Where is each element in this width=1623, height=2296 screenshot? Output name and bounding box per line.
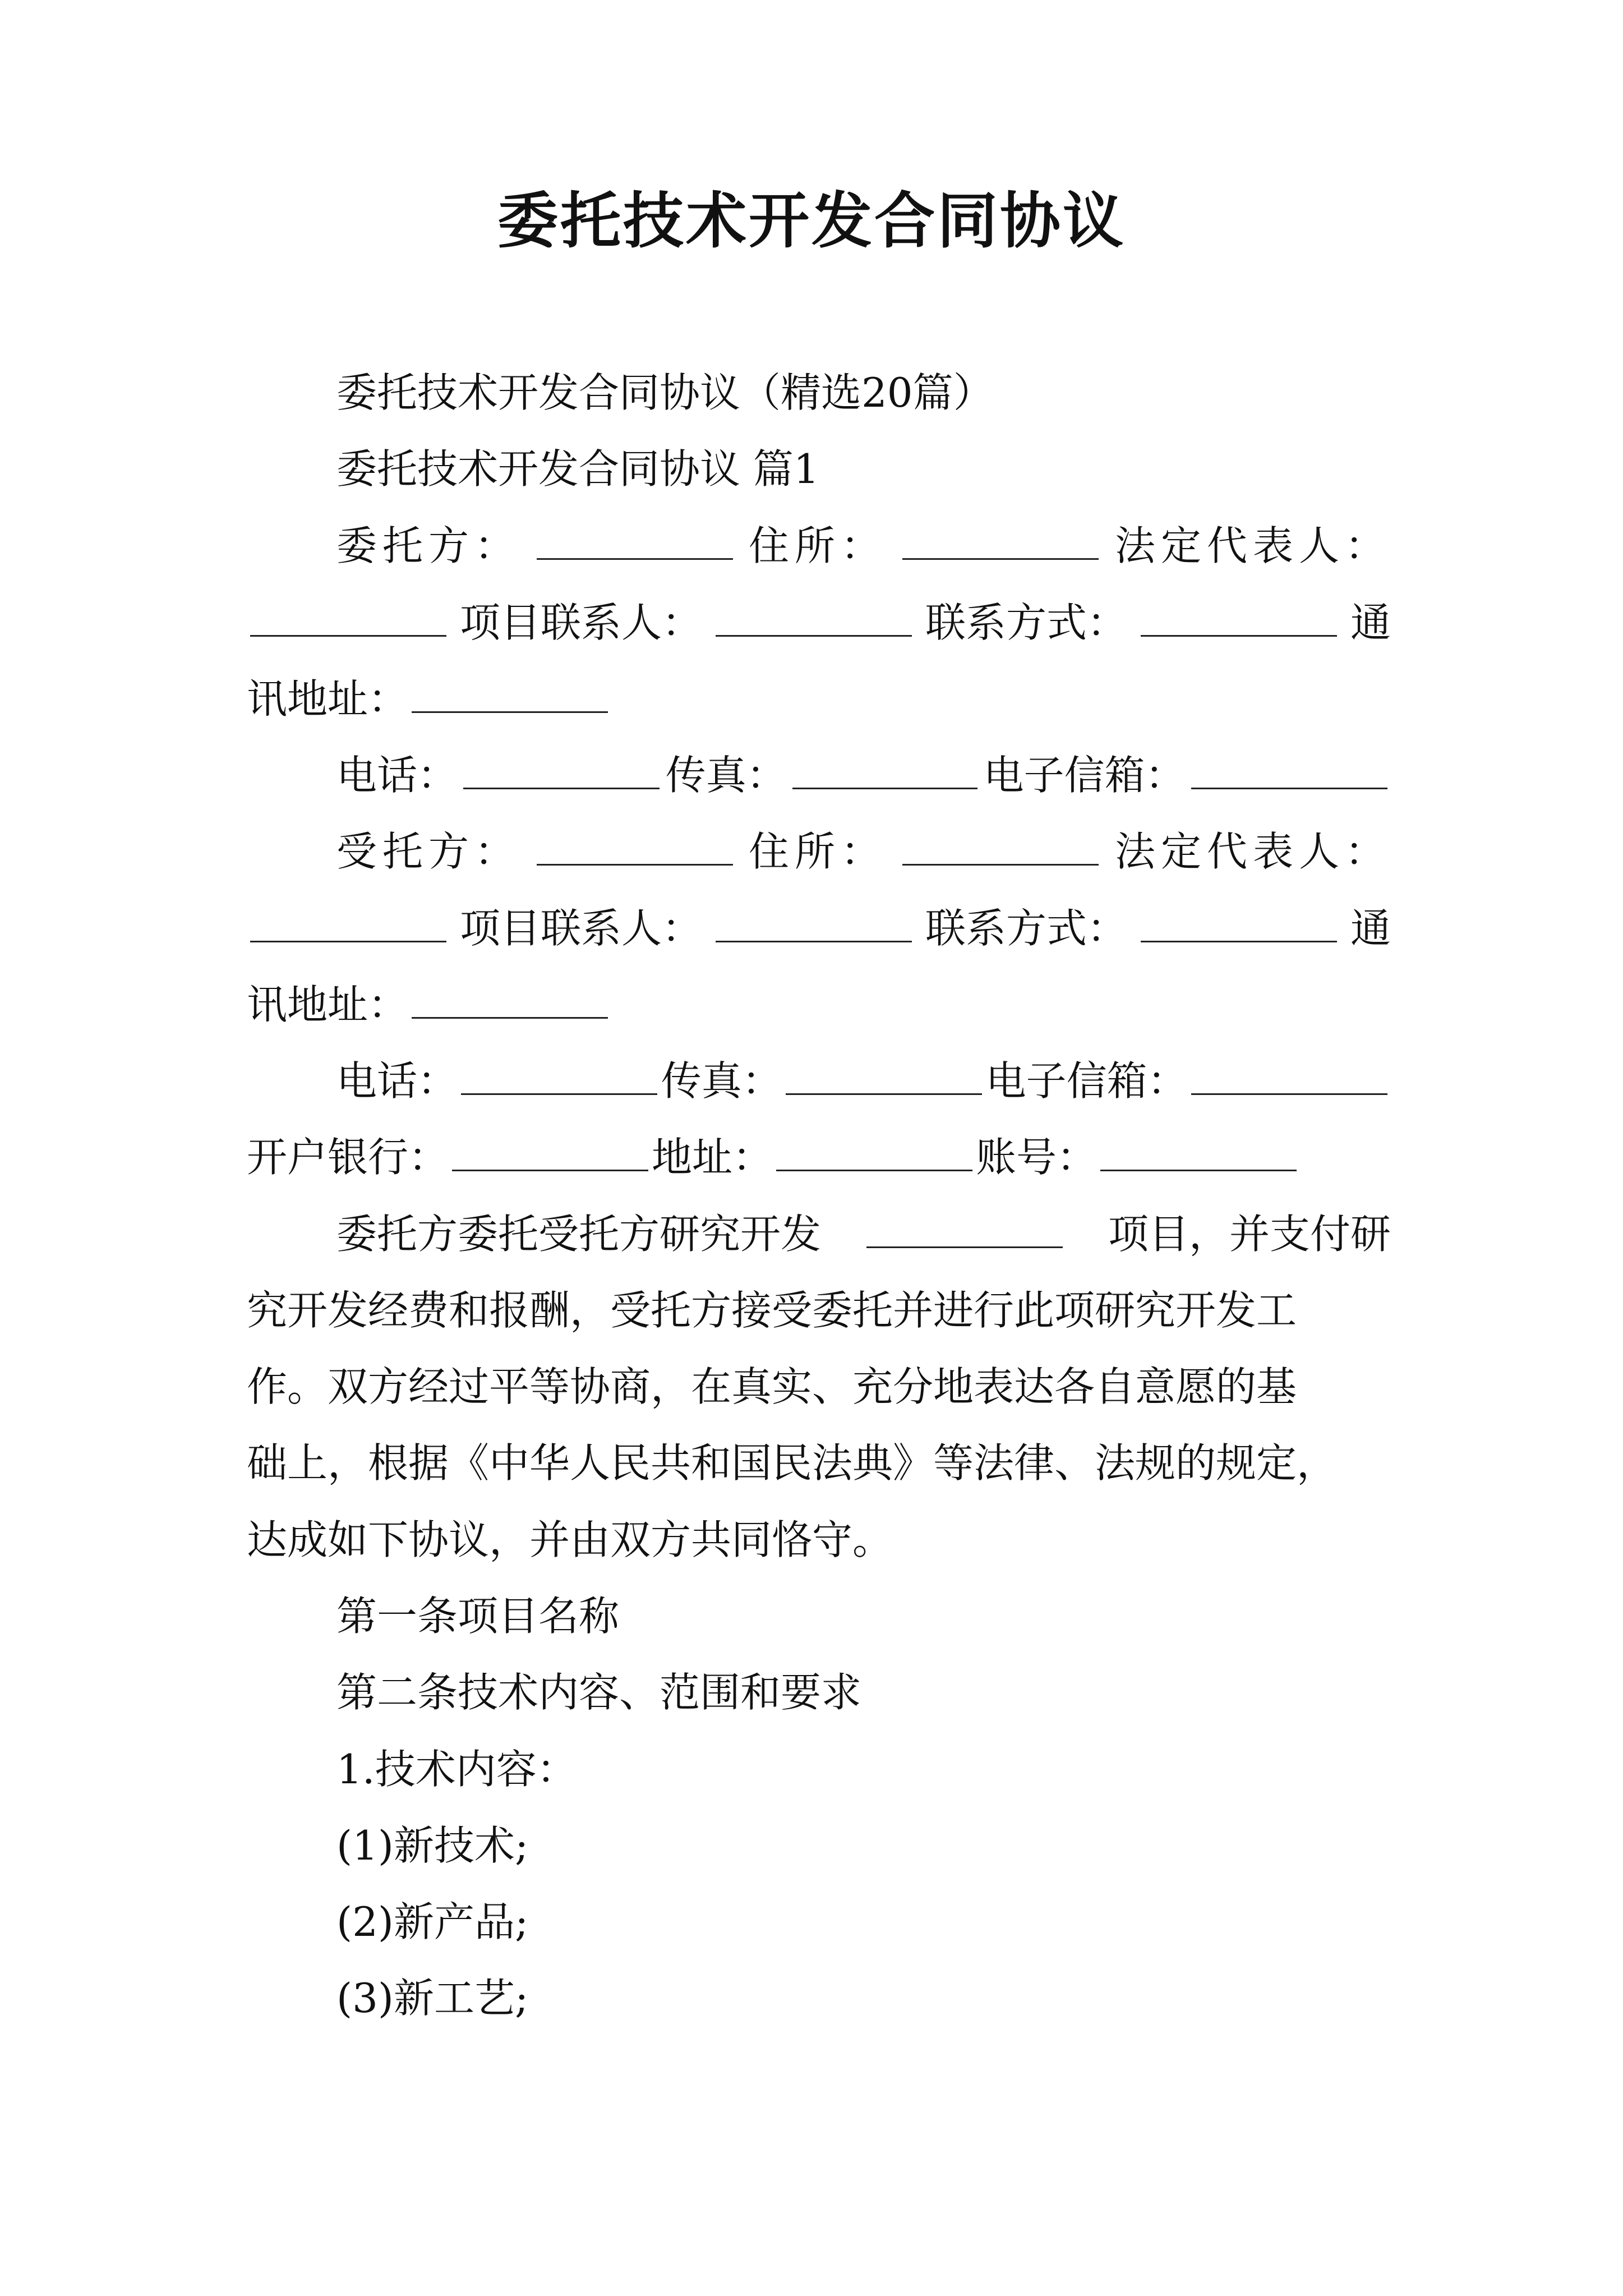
trustee-residence-blank bbox=[902, 825, 1099, 866]
trustee-phone-label: 电话： bbox=[336, 1057, 458, 1105]
trustee-party-blank bbox=[537, 825, 733, 866]
document-title: 委托技术开发合同协议 bbox=[497, 186, 1126, 256]
client-line-3 bbox=[247, 671, 1391, 727]
list-item-new-tech: (1)新技术; bbox=[336, 1822, 529, 1869]
client-legal-rep-label: 法定代表人： bbox=[1114, 522, 1391, 569]
trustee-address-label-b: 讯地址： bbox=[247, 981, 409, 1028]
intro-line-5: 达成如下协议，并由双方共同恪守。 bbox=[247, 1516, 893, 1563]
client-residence-blank bbox=[902, 519, 1099, 560]
article-1-heading: 第一条项目名称 bbox=[336, 1593, 620, 1640]
trustee-line-4 bbox=[336, 1053, 1391, 1109]
trustee-phone-blank bbox=[461, 1054, 657, 1095]
client-email-blank bbox=[1191, 748, 1387, 789]
intro-text-1a: 委托方委托受托方研究开发 bbox=[336, 1211, 822, 1258]
trustee-contact-person-label: 项目联系人： bbox=[459, 905, 702, 952]
heading-part: 委托技术开发合同协议 篇1 bbox=[336, 445, 819, 493]
client-phone-label: 电话： bbox=[336, 752, 458, 799]
intro-line-1 bbox=[336, 1206, 1391, 1262]
client-address-label-b: 讯地址： bbox=[247, 675, 409, 723]
client-line-4 bbox=[336, 747, 1391, 803]
client-fax-blank bbox=[792, 748, 978, 789]
client-legal-rep-blank bbox=[250, 596, 446, 637]
trustee-bank-blank bbox=[452, 1130, 648, 1171]
intro-project-blank bbox=[866, 1207, 1063, 1248]
trustee-line-3 bbox=[247, 977, 1391, 1033]
trustee-address-blank bbox=[412, 978, 608, 1019]
trustee-bank-address-blank bbox=[776, 1130, 972, 1171]
client-line-2 bbox=[247, 595, 1391, 651]
trustee-legal-rep-blank bbox=[250, 901, 446, 942]
client-address-label-a: 通 bbox=[1350, 599, 1391, 646]
trustee-contact-person-blank bbox=[716, 901, 912, 942]
client-phone-blank bbox=[463, 748, 660, 789]
trustee-email-label: 电子信箱： bbox=[985, 1057, 1188, 1105]
trustee-address-label-a: 通 bbox=[1350, 905, 1391, 952]
trustee-bank-label: 开户银行： bbox=[247, 1134, 449, 1181]
client-contact-method-blank bbox=[1141, 596, 1337, 637]
heading-main: 委托技术开发合同协议（精选20篇） bbox=[336, 369, 994, 416]
intro-line-3: 作。双方经过平等协商，在真实、充分地表达各自意愿的基 bbox=[247, 1363, 1297, 1410]
trustee-account-blank bbox=[1100, 1130, 1297, 1171]
intro-line-4: 础上，根据《中华人民共和国民法典》等法律、法规的规定， bbox=[247, 1439, 1338, 1487]
trustee-line-5 bbox=[247, 1129, 1391, 1185]
tech-content-heading: 1.技术内容： bbox=[336, 1746, 577, 1793]
intro-text-1b: 项目，并支付研 bbox=[1108, 1211, 1391, 1258]
trustee-email-blank bbox=[1191, 1054, 1387, 1095]
client-contact-method-label: 联系方式： bbox=[925, 599, 1127, 646]
client-line-1 bbox=[336, 518, 1391, 574]
client-residence-label: 住所： bbox=[748, 522, 887, 569]
client-email-label: 电子信箱： bbox=[983, 752, 1186, 799]
list-item-new-product: (2)新产品; bbox=[336, 1898, 529, 1945]
trustee-fax-label: 传真： bbox=[661, 1057, 782, 1105]
trustee-contact-method-label: 联系方式： bbox=[925, 905, 1127, 952]
article-2-heading: 第二条技术内容、范围和要求 bbox=[336, 1669, 862, 1716]
client-address-blank bbox=[412, 672, 608, 713]
trustee-line-2 bbox=[247, 900, 1391, 956]
list-item-new-process: (3)新工艺; bbox=[336, 1975, 529, 2022]
intro-line-2: 究开发经费和报酬，受托方接受委托并进行此项研究开发工 bbox=[247, 1287, 1297, 1334]
trustee-residence-label: 住所： bbox=[748, 828, 887, 875]
trustee-fax-blank bbox=[786, 1054, 982, 1095]
trustee-account-label: 账号： bbox=[976, 1134, 1098, 1181]
client-contact-person-blank bbox=[716, 596, 912, 637]
client-party-label: 委托方： bbox=[336, 522, 521, 569]
client-fax-label: 传真： bbox=[665, 752, 787, 799]
client-party-blank bbox=[537, 519, 733, 560]
trustee-legal-rep-label: 法定代表人： bbox=[1114, 828, 1391, 875]
trustee-line-1 bbox=[336, 823, 1391, 880]
client-contact-person-label: 项目联系人： bbox=[459, 599, 702, 646]
trustee-party-label: 受托方： bbox=[336, 828, 521, 875]
trustee-contact-method-blank bbox=[1141, 901, 1337, 942]
trustee-bank-address-label: 地址： bbox=[652, 1134, 773, 1181]
